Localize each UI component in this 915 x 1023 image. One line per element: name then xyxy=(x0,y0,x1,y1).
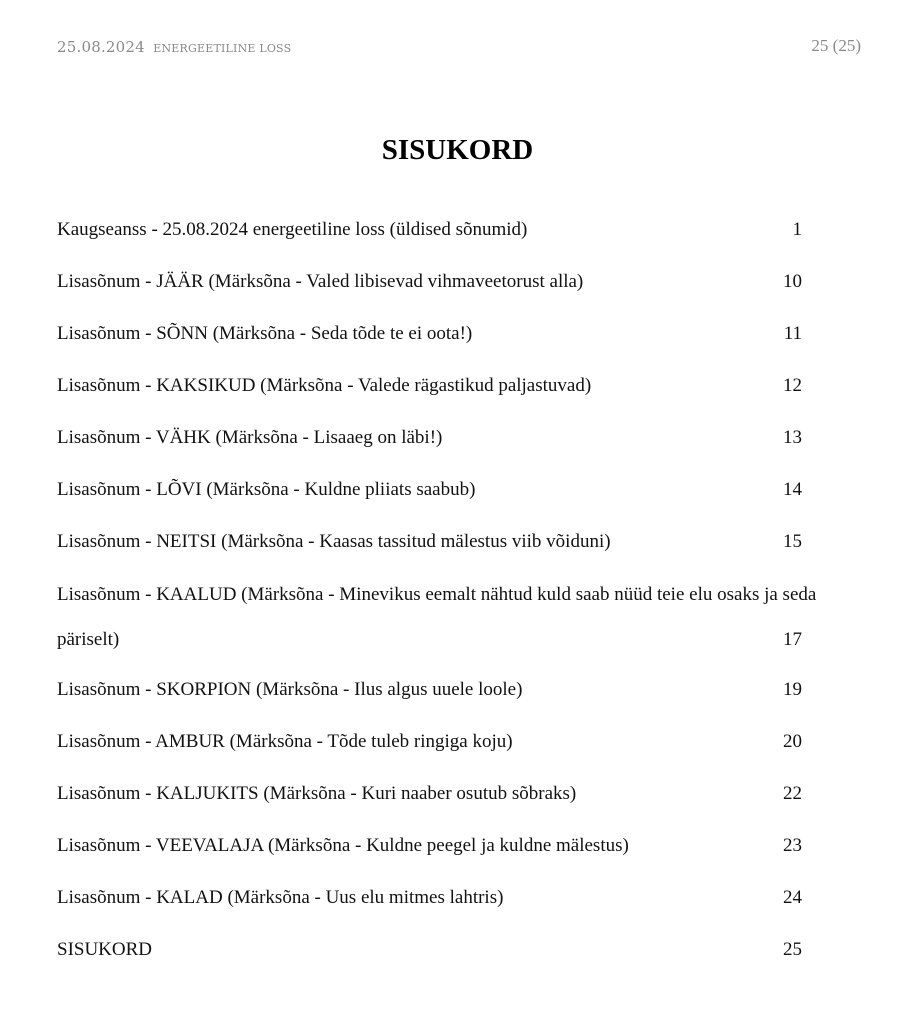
toc-entry: Lisasõnum - JÄÄR (Märksõna - Valed libisevad vihmaveetorust alla) xyxy=(57,271,584,292)
toc-entry: Lisasõnum - KAALUD (Märksõna - Minevikus eemalt nähtud kuld saab nüüd teie elu osaks ja seda päriselt) xyxy=(57,584,817,650)
toc-row[interactable] xyxy=(57,574,837,670)
toc-row[interactable] xyxy=(57,878,837,930)
toc-entry: Lisasõnum - SÕNN (Märksõna - Seda tõde te ei oota!) xyxy=(57,323,473,344)
page-title: SISUKORD xyxy=(381,134,534,166)
toc-entry: Lisasõnum - LÕVI (Märksõna - Kuldne pliiats saabub) xyxy=(57,479,476,500)
toc-row[interactable] xyxy=(57,418,837,470)
toc-row[interactable] xyxy=(57,722,837,774)
toc-row[interactable] xyxy=(57,210,837,262)
toc-page-number: 22 xyxy=(783,783,802,804)
toc-row[interactable] xyxy=(57,826,837,878)
header-date: 25.08.2024 xyxy=(57,38,145,56)
toc-entry: Lisasõnum - KALJUKITS (Märksõna - Kuri naaber osutub sõbraks) xyxy=(57,783,577,804)
toc-row[interactable] xyxy=(57,470,837,522)
toc-page-number: 17 xyxy=(783,629,802,650)
toc-row[interactable] xyxy=(57,366,837,418)
toc-page-number: 1 xyxy=(792,219,802,240)
toc-entry: Lisasõnum - KALAD (Märksõna - Uus elu mitmes lahtris) xyxy=(57,887,504,908)
toc-page-number: 25 xyxy=(783,939,802,960)
toc-page-number: 10 xyxy=(783,271,802,292)
toc-entry: Lisasõnum - KAKSIKUD (Märksõna - Valede rägastikud paljastuvad) xyxy=(57,375,592,396)
toc-entry: SISUKORD xyxy=(57,939,153,960)
toc-entry: Lisasõnum - VÄHK (Märksõna - Lisaaeg on läbi!) xyxy=(57,427,443,448)
toc-row[interactable] xyxy=(57,670,837,722)
toc-page-number: 11 xyxy=(783,323,802,344)
toc-page-number: 12 xyxy=(783,375,802,396)
toc-page-number: 19 xyxy=(783,679,802,700)
header-document-title: ENERGEETILINE LOSS xyxy=(153,42,292,55)
table-of-contents xyxy=(57,210,837,982)
toc-row[interactable] xyxy=(57,930,837,982)
toc-page-number: 15 xyxy=(783,531,802,552)
toc-entry: Lisasõnum - AMBUR (Märksõna - Tõde tuleb ringiga koju) xyxy=(57,731,513,752)
toc-page-number: 14 xyxy=(783,479,802,500)
toc-page-number: 24 xyxy=(783,887,802,908)
toc-row[interactable] xyxy=(57,314,837,366)
toc-page-number: 13 xyxy=(783,427,802,448)
toc-row[interactable] xyxy=(57,522,837,574)
toc-entry: Lisasõnum - NEITSI (Märksõna - Kaasas tassitud mälestus viib võiduni) xyxy=(57,531,611,552)
running-header xyxy=(57,38,291,56)
page-indicator: 25 (25) xyxy=(811,36,861,55)
toc-page-number: 23 xyxy=(783,835,802,856)
toc-entry: Lisasõnum - VEEVALAJA (Märksõna - Kuldne peegel ja kuldne mälestus) xyxy=(57,835,629,856)
toc-entry: Lisasõnum - SKORPION (Märksõna - Ilus algus uuele loole) xyxy=(57,679,523,700)
toc-entry: Kaugseanss - 25.08.2024 energeetiline loss (üldised sõnumid) xyxy=(57,219,528,240)
toc-row[interactable] xyxy=(57,262,837,314)
toc-page-number: 20 xyxy=(783,731,802,752)
toc-row[interactable] xyxy=(57,774,837,826)
